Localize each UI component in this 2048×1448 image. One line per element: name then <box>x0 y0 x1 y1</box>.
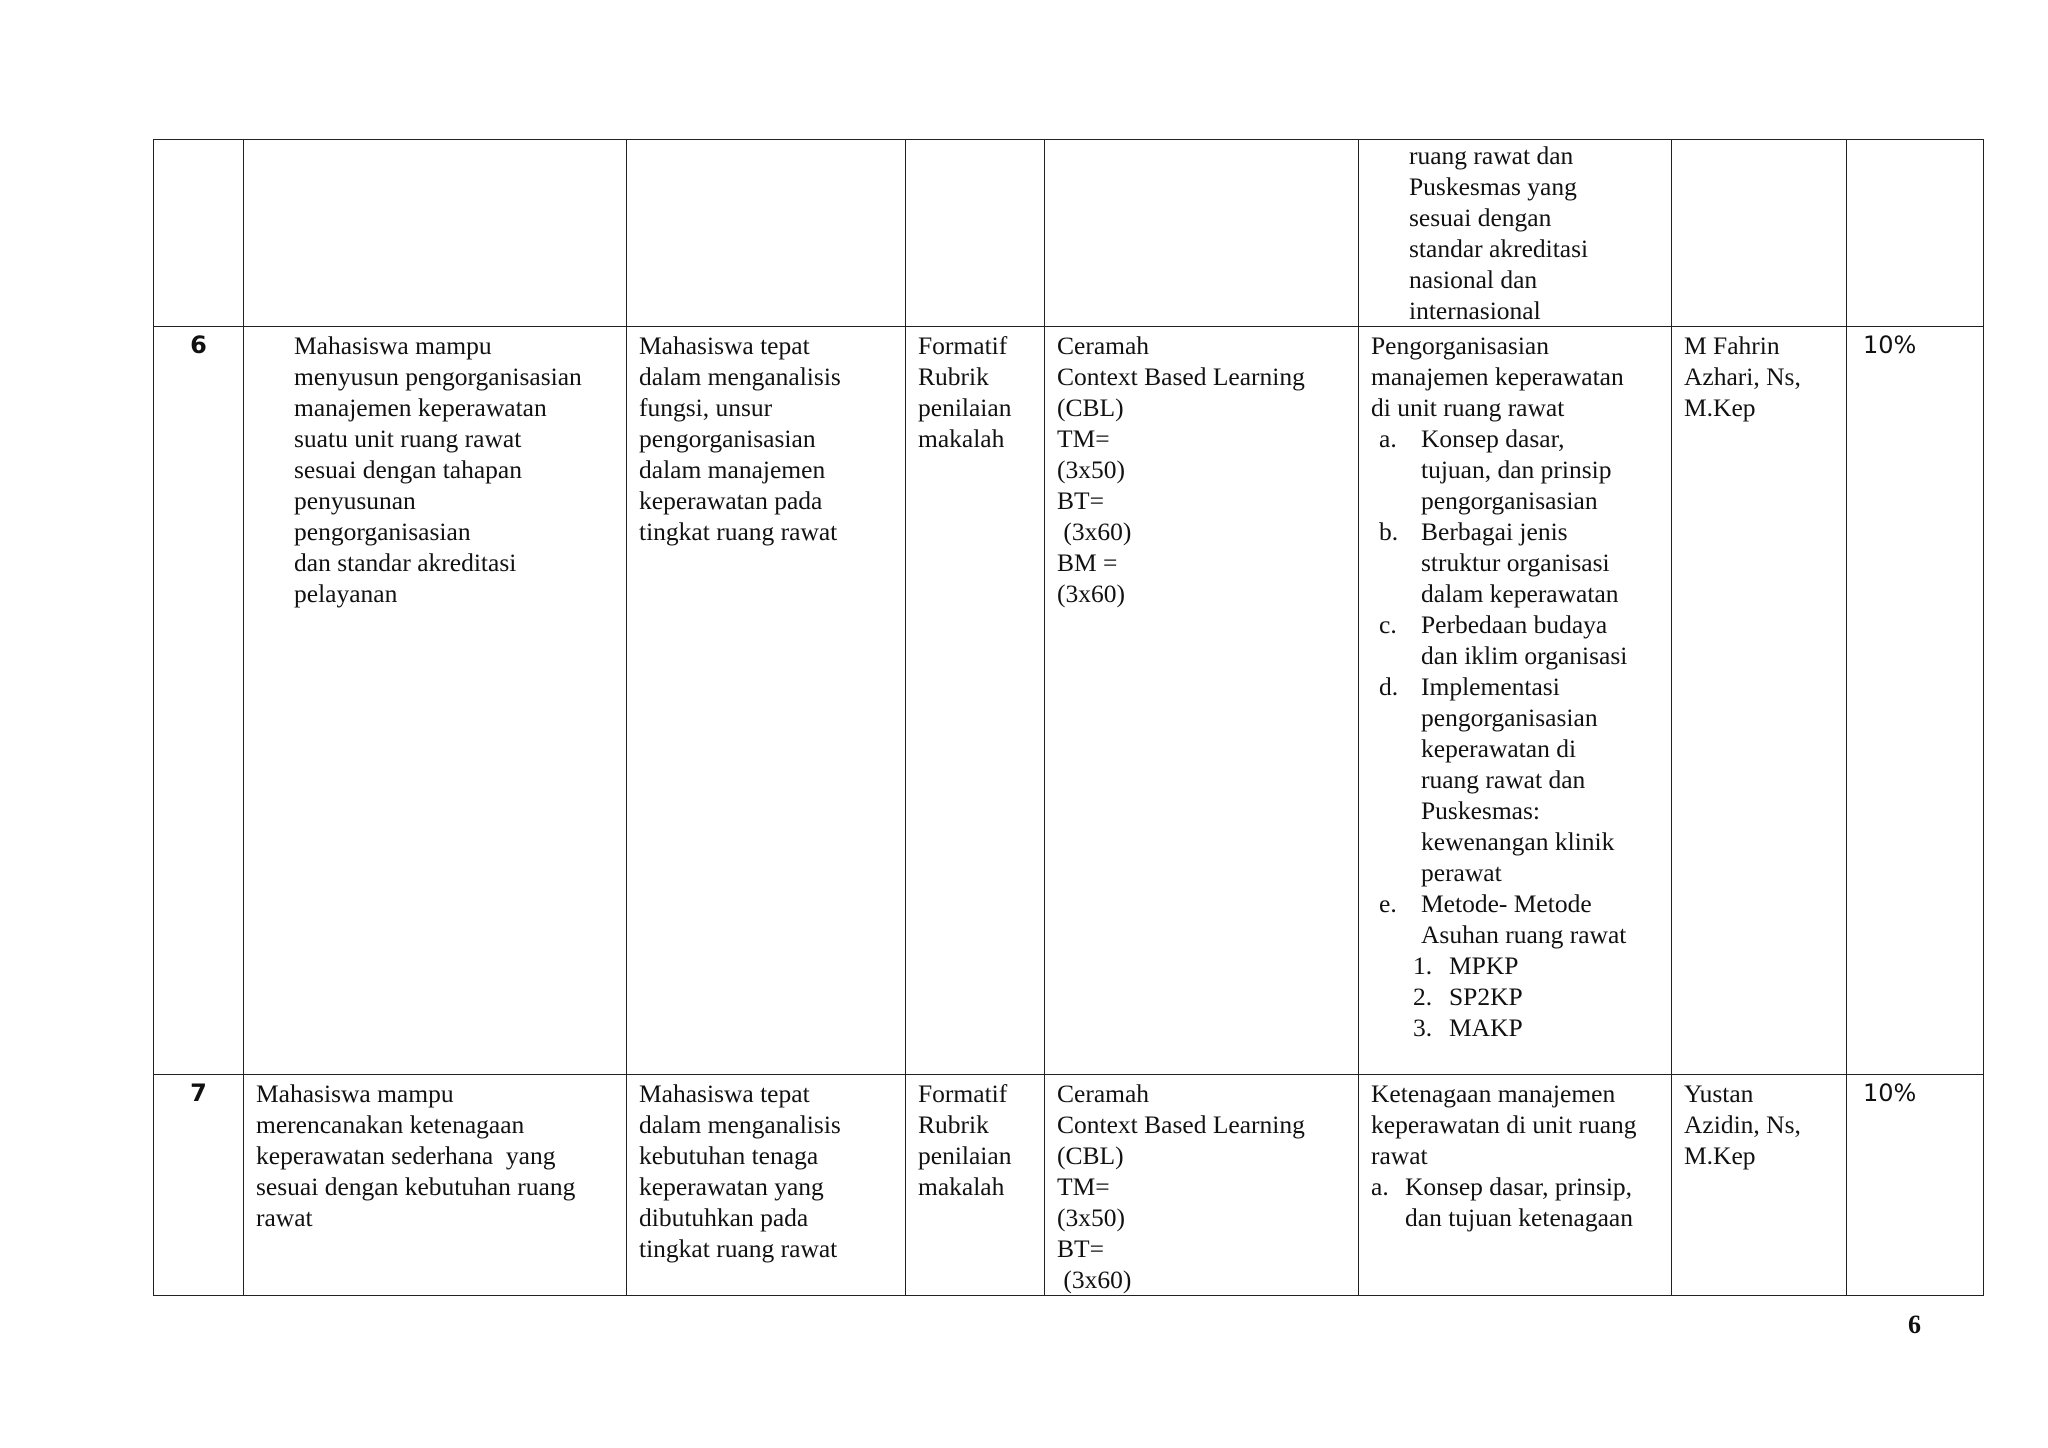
text-line: penyusunan <box>294 486 416 515</box>
text-line: Mahasiswa mampu <box>294 331 492 360</box>
text-line: BM = <box>1057 548 1118 577</box>
text-line: (3x60) <box>1057 579 1125 608</box>
capaian-cell <box>244 140 627 327</box>
list-item <box>1371 671 1659 888</box>
text-line: (3x60) <box>1057 517 1132 546</box>
text-line: keperawatan di <box>1421 734 1577 763</box>
text-line: dalam manajemen <box>639 455 826 484</box>
text-line: rawat <box>1371 1141 1428 1170</box>
text-line: Berbagai jenis <box>1421 517 1568 546</box>
text-line: Context Based Learning <box>1057 362 1305 391</box>
week-number: 6 <box>154 327 244 1075</box>
text-line: ruang rawat dan <box>1421 765 1586 794</box>
text-line: M.Kep <box>1684 1141 1756 1170</box>
text-line: tujuan, dan prinsip <box>1421 455 1612 484</box>
text-line: Mahasiswa tepat <box>639 1079 810 1108</box>
text-line: manajemen keperawatan <box>1371 362 1624 391</box>
week-number: 7 <box>154 1075 244 1296</box>
dosen-cell <box>1672 327 1847 1075</box>
text-line: dibutuhkan pada <box>639 1203 809 1232</box>
text-line: pelayanan <box>294 579 398 608</box>
text-line: Ceramah <box>1057 1079 1150 1108</box>
text-line: perawat <box>1421 858 1502 887</box>
text-line: dalam keperawatan <box>1421 579 1619 608</box>
text-line: (3x50) <box>1057 1203 1125 1232</box>
text-line: MAKP <box>1449 1013 1523 1042</box>
text-line: Azhari, Ns, <box>1684 362 1801 391</box>
text-line: pengorganisasian <box>639 424 816 453</box>
text-line: keperawatan pada <box>639 486 823 515</box>
text-line: dan tujuan ketenagaan <box>1405 1203 1633 1232</box>
text-line: dan standar akreditasi <box>294 548 517 577</box>
capaian-cell <box>244 1075 627 1296</box>
text-line: MPKP <box>1449 951 1519 980</box>
metode-cell <box>1045 1075 1359 1296</box>
text-line: keperawatan sederhana yang <box>256 1141 556 1170</box>
text-line: BT= <box>1057 1234 1104 1263</box>
text-line: (CBL) <box>1057 1141 1124 1170</box>
text-line: kewenangan klinik <box>1421 827 1615 856</box>
list-item <box>1371 516 1659 609</box>
text-line: Context Based Learning <box>1057 1110 1305 1139</box>
list-item <box>1371 609 1659 671</box>
materi-cell <box>1359 1075 1672 1296</box>
text-line: makalah <box>918 1172 1005 1201</box>
list-marker: b. <box>1379 517 1399 546</box>
list-item <box>1371 1171 1659 1233</box>
indikator-cell <box>627 140 906 327</box>
text-line: Asuhan ruang rawat <box>1421 920 1627 949</box>
list-marker: 3. <box>1413 1013 1433 1042</box>
kriteria-cell <box>906 1075 1045 1296</box>
text-line: (3x50) <box>1057 455 1125 484</box>
materi-cell <box>1359 327 1672 1075</box>
list-marker: d. <box>1379 672 1399 701</box>
text-line: menyusun pengorganisasian <box>294 362 582 391</box>
text-line: M.Kep <box>1684 393 1756 422</box>
text-line: (3x60) <box>1057 1265 1132 1294</box>
text-line: suatu unit ruang rawat <box>294 424 522 453</box>
list-marker: 2. <box>1413 982 1433 1011</box>
text-line: Yustan <box>1684 1079 1754 1108</box>
text-line: Mahasiswa mampu <box>256 1079 454 1108</box>
text-line: Konsep dasar, prinsip, <box>1405 1172 1633 1201</box>
table-row <box>154 1075 1984 1296</box>
sub-list-item <box>1371 981 1659 1012</box>
text-line: dan iklim organisasi <box>1421 641 1628 670</box>
list-marker: e. <box>1379 889 1397 918</box>
text-line: sesuai dengan kebutuhan ruang <box>256 1172 576 1201</box>
bobot-cell <box>1847 327 1984 1075</box>
text-line: TM= <box>1057 424 1110 453</box>
weight-value: 10% <box>1863 331 1917 359</box>
text-line: pengorganisasian <box>1421 486 1598 515</box>
text-line: dalam menganalisis <box>639 1110 841 1139</box>
text-line: penilaian <box>918 393 1012 422</box>
text-line: fungsi, unsur <box>639 393 773 422</box>
dosen-cell <box>1672 1075 1847 1296</box>
text-line: keperawatan di unit ruang <box>1371 1110 1637 1139</box>
text-line: Ketenagaan manajemen <box>1371 1079 1616 1108</box>
sub-list-item <box>1371 950 1659 981</box>
list-marker: a. <box>1379 424 1397 453</box>
text-line: pengorganisasian <box>1421 703 1598 732</box>
text-line: tingkat ruang rawat <box>639 1234 838 1263</box>
kriteria-cell <box>906 140 1045 327</box>
text-line: (CBL) <box>1057 393 1124 422</box>
text-line: pengorganisasian <box>294 517 471 546</box>
rps-table <box>153 139 1984 1296</box>
weight-value: 10% <box>1863 1079 1917 1107</box>
text-line: Formatif <box>918 331 1008 360</box>
text-line: sesuai dengan <box>1409 203 1552 232</box>
text-line: Puskesmas: <box>1421 796 1541 825</box>
bobot-cell <box>1847 1075 1984 1296</box>
text-line: Implementasi <box>1421 672 1560 701</box>
list-marker: a. <box>1371 1172 1389 1201</box>
text-line: internasional <box>1409 296 1541 325</box>
text-line: Rubrik <box>918 1110 989 1139</box>
page-number: 6 <box>1908 1310 1921 1339</box>
metode-cell <box>1045 327 1359 1075</box>
list-item <box>1371 888 1659 950</box>
text-line: Puskesmas yang <box>1409 172 1577 201</box>
metode-cell <box>1045 140 1359 327</box>
text-line: rawat <box>256 1203 313 1232</box>
text-line: sesuai dengan tahapan <box>294 455 522 484</box>
text-line: ruang rawat dan <box>1409 141 1574 170</box>
text-line: Rubrik <box>918 362 989 391</box>
text-line: di unit ruang rawat <box>1371 393 1565 422</box>
text-line: Perbedaan budaya <box>1421 610 1608 639</box>
text-line: tingkat ruang rawat <box>639 517 838 546</box>
text-line: Pengorganisasian <box>1371 331 1550 360</box>
text-line: Mahasiswa tepat <box>639 331 810 360</box>
kriteria-cell <box>906 327 1045 1075</box>
text-line: standar akreditasi <box>1409 234 1589 263</box>
text-line: struktur organisasi <box>1421 548 1610 577</box>
week-number-cell <box>154 140 244 327</box>
indikator-cell <box>627 327 906 1075</box>
table-row <box>154 327 1984 1075</box>
text-line: TM= <box>1057 1172 1110 1201</box>
list-marker: c. <box>1379 610 1397 639</box>
text-line: dalam menganalisis <box>639 362 841 391</box>
text-line: makalah <box>918 424 1005 453</box>
text-line: penilaian <box>918 1141 1012 1170</box>
text-line: keperawatan yang <box>639 1172 824 1201</box>
dosen-cell <box>1672 140 1847 327</box>
list-item <box>1371 423 1659 516</box>
text-line: manajemen keperawatan <box>294 393 547 422</box>
text-line: Azidin, Ns, <box>1684 1110 1801 1139</box>
table-row <box>154 140 1984 327</box>
text-line: kebutuhan tenaga <box>639 1141 819 1170</box>
bobot-cell <box>1847 140 1984 327</box>
text-line: M Fahrin <box>1684 331 1780 360</box>
capaian-cell <box>244 327 627 1075</box>
text-line: merencanakan ketenagaan <box>256 1110 525 1139</box>
text-line: Formatif <box>918 1079 1008 1108</box>
indikator-cell <box>627 1075 906 1296</box>
sub-list-item <box>1371 1012 1659 1043</box>
text-line: nasional dan <box>1409 265 1538 294</box>
text-line: Metode- Metode <box>1421 889 1592 918</box>
text-line: Ceramah <box>1057 331 1150 360</box>
text-line: BT= <box>1057 486 1104 515</box>
materi-cell <box>1359 140 1672 327</box>
text-line: SP2KP <box>1449 982 1523 1011</box>
list-marker: 1. <box>1413 951 1433 980</box>
text-line: Konsep dasar, <box>1421 424 1565 453</box>
